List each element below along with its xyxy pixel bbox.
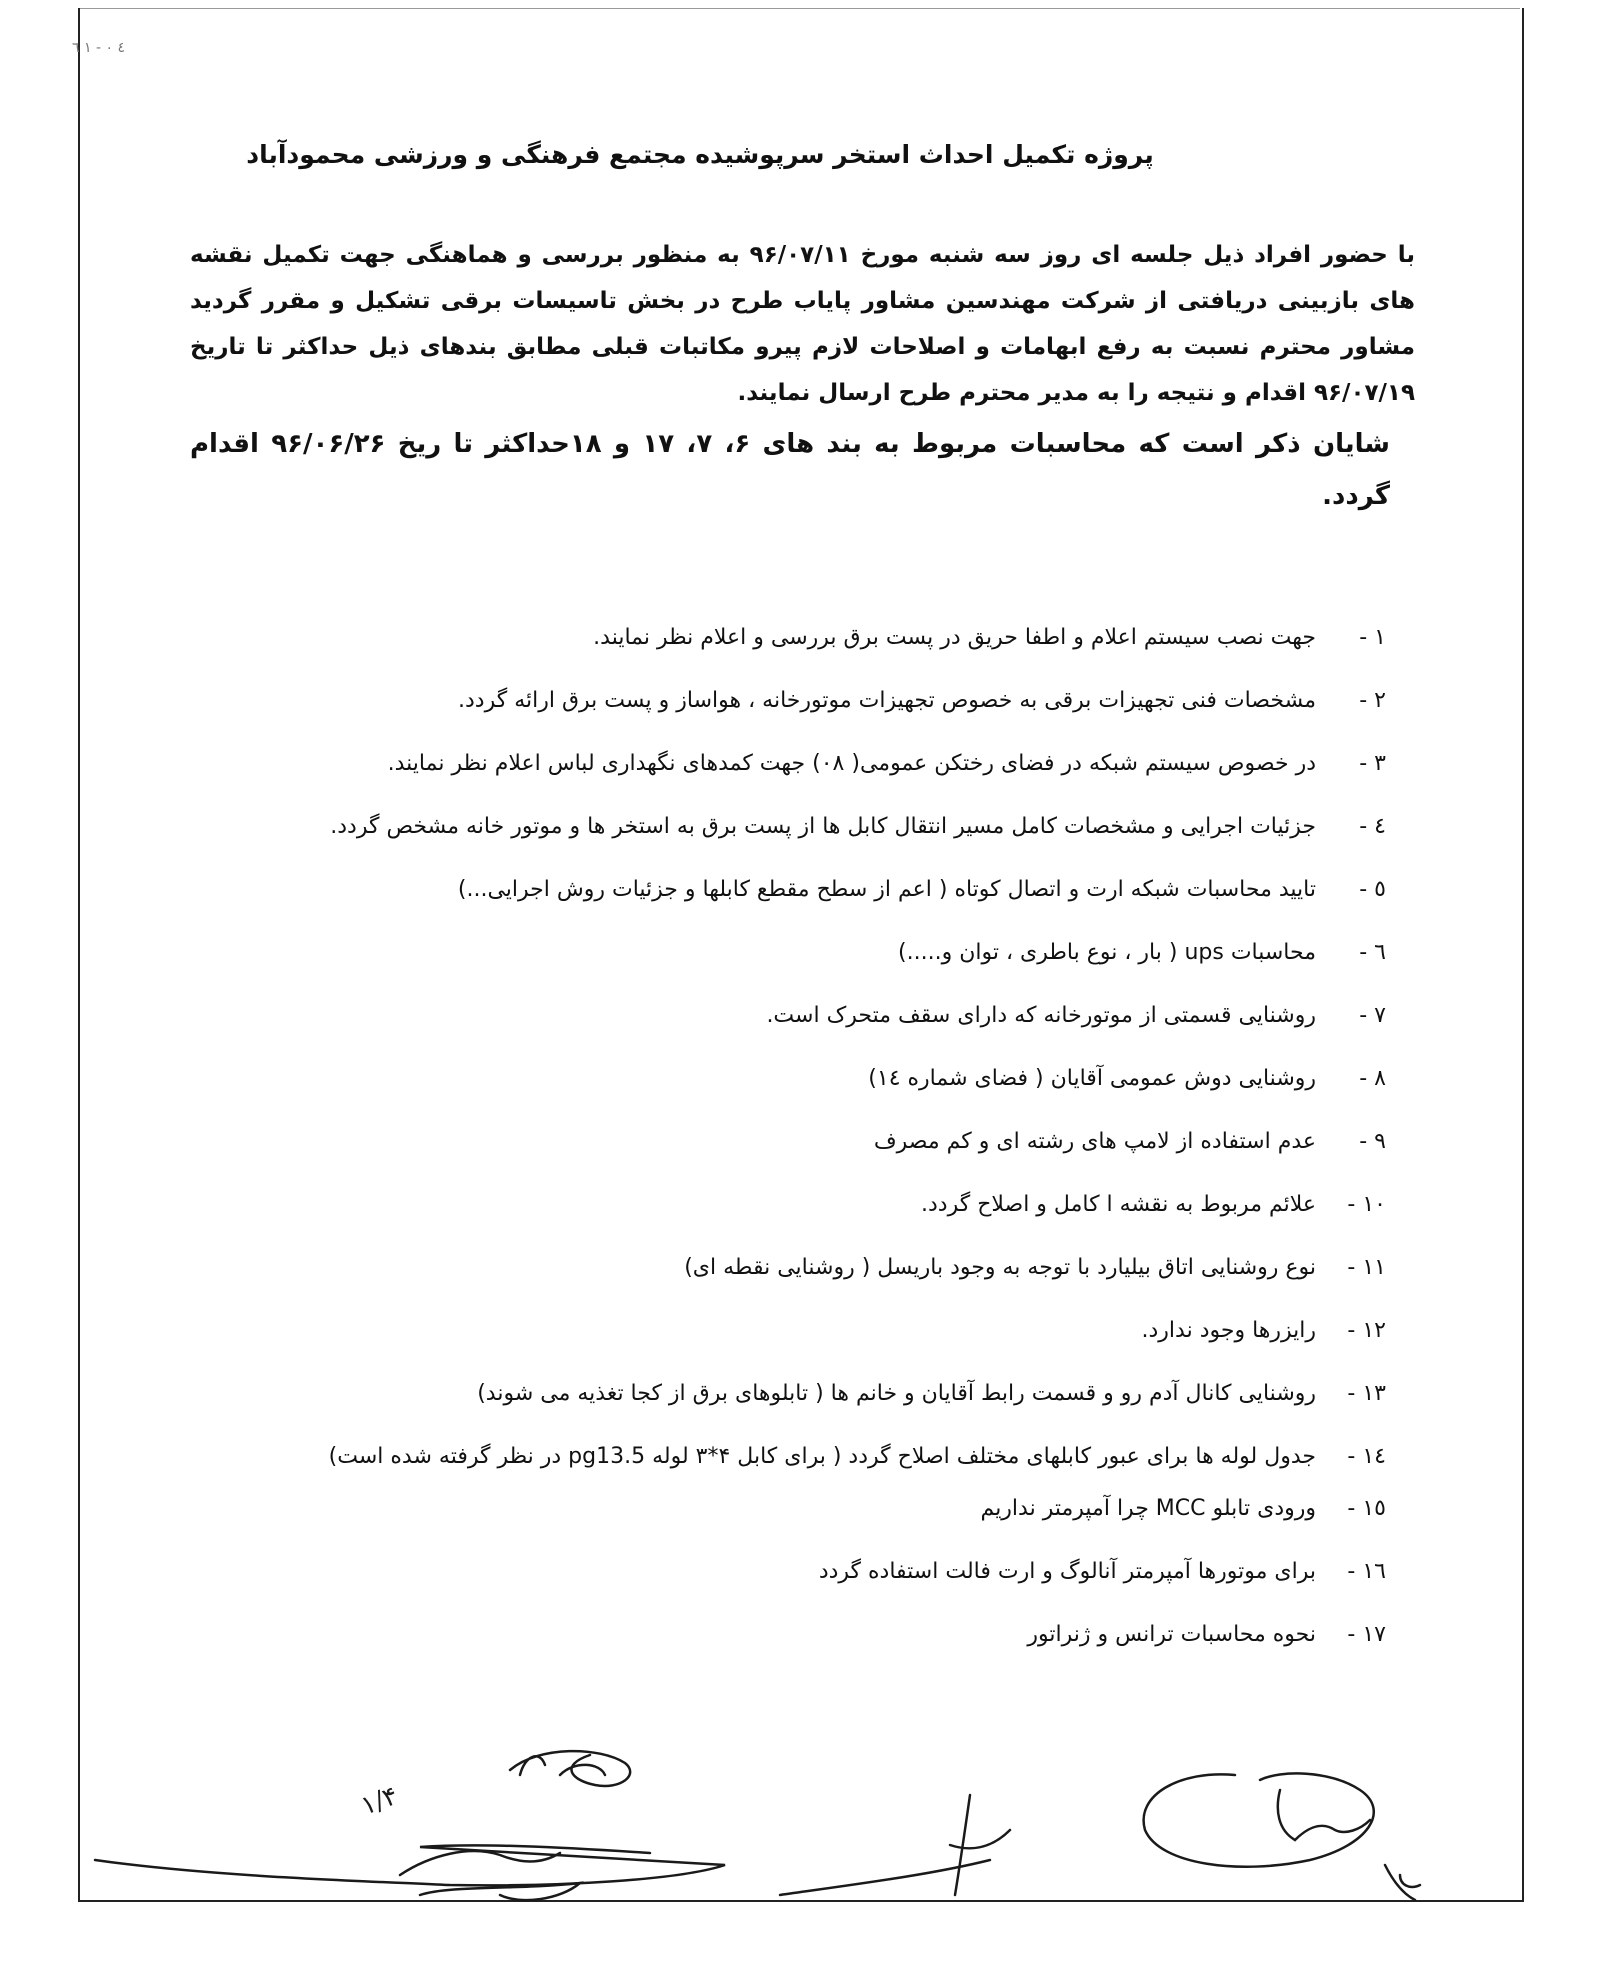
list-item [196, 1489, 1386, 1529]
item-list [196, 618, 1386, 1678]
item-text: نوع روشنایی اتاق بیلیارد با توجه به وجود باریسل ( روشنایی نقطه ای) [684, 1255, 1316, 1280]
intro-block [190, 232, 1415, 522]
item-text: جدول لوله ها برای عبور کابلهای مختلف اصلاح گردد ( برای کابل ۴*۳ لوله pg13.5 در نظر گرفته شده است) [328, 1444, 1316, 1469]
list-item [196, 1248, 1386, 1288]
item-number: ٨ - [1359, 1066, 1386, 1091]
list-item [196, 807, 1386, 847]
item-number: ١٣ - [1347, 1381, 1386, 1406]
item-text: علائم مربوط به نقشه ا کامل و اصلاح گردد. [921, 1192, 1316, 1217]
item-number: ١٧ - [1347, 1622, 1386, 1647]
item-text: روشنایی قسمتی از موتورخانه که دارای سقف متحرک است. [766, 1003, 1316, 1028]
list-item [196, 870, 1386, 910]
item-number: ١٥ - [1347, 1496, 1386, 1521]
item-text: روشنایی کانال آدم رو و قسمت رابط آقایان و خانم ها ( تابلوهای برق از کجا تغذیه می شوند) [477, 1381, 1316, 1406]
item-number: ۳ - [1359, 751, 1386, 776]
item-number: ٧ - [1359, 1003, 1386, 1028]
item-number: ٩ - [1359, 1129, 1386, 1154]
item-number: ١١ - [1347, 1255, 1386, 1280]
signatures-area [0, 1735, 1599, 1905]
item-text: در خصوص سیستم شبکه در فضای رختکن عمومی( ۰۸) جهت کمدهای نگهداری لباس اعلام نظر نمایند. [387, 751, 1316, 776]
item-text: تایید محاسبات شبکه ارت و اتصال کوتاه ( اعم از سطح مقطع کابلها و جزئیات روش اجرایی...) [457, 877, 1316, 902]
list-item [196, 618, 1386, 658]
item-text: روشنایی دوش عمومی آقایان ( فضای شماره ١٤) [868, 1066, 1316, 1091]
list-item [196, 1552, 1386, 1592]
item-number: ۲ - [1359, 688, 1386, 713]
item-number: ١٠ - [1347, 1192, 1386, 1217]
signature-2 [510, 1751, 630, 1786]
list-item [196, 1311, 1386, 1351]
item-number: ٤ - [1359, 814, 1386, 839]
list-item [196, 681, 1386, 721]
list-item [196, 1122, 1386, 1162]
item-number: ۱ - [1359, 625, 1386, 650]
note-paragraph: شایان ذکر است که محاسبات مربوط به بند های ۶، ۷، ۱۷ و ۱۸حداکثر تا ریخ ۹۶/۰۶/۲۶ اقدام گردد. [190, 429, 1390, 511]
item-number: ٥ - [1359, 877, 1386, 902]
margin-marks: ٤ ٠ - ١ ٦ [72, 40, 125, 56]
item-text: جهت نصب سیستم اعلام و اطفا حریق در پست برق بررسی و اعلام نظر نمایند. [593, 625, 1316, 650]
list-item [196, 996, 1386, 1036]
item-text: نحوه محاسبات ترانس و ژنراتور [1027, 1622, 1316, 1647]
item-text: عدم استفاده از لامپ های رشته ای و کم مصرف [873, 1129, 1316, 1154]
item-text: محاسبات ups ( بار ، نوع باطری ، توان و.....) [898, 940, 1316, 965]
signature-1 [95, 1845, 725, 1885]
signature-3 [400, 1851, 580, 1900]
list-item [196, 933, 1386, 973]
list-item [196, 1437, 1386, 1477]
list-item [196, 1615, 1386, 1655]
signature-note: ۱/۴ [357, 1780, 402, 1822]
list-item [196, 1059, 1386, 1099]
item-number: ١٤ - [1347, 1444, 1386, 1469]
item-text: جزئیات اجرایی و مشخصات کامل مسیر انتقال کابل ها از پست برق به استخر ها و موتور خانه مشخص گردد. [330, 814, 1316, 839]
item-number: ١٦ - [1347, 1559, 1386, 1584]
item-text: ورودی تابلو MCC چرا آمپرمتر نداریم [980, 1496, 1316, 1521]
signature-4 [780, 1795, 1010, 1895]
signature-5 [1144, 1773, 1420, 1900]
item-text: مشخصات فنی تجهیزات برقی به خصوص تجهیزات موتورخانه ، هواساز و پست برق ارائه گردد. [458, 688, 1316, 713]
item-text: رایزرها وجود ندارد. [1141, 1318, 1316, 1343]
list-item [196, 1185, 1386, 1225]
item-number: ٦ - [1359, 940, 1386, 965]
intro-paragraph: با حضور افراد ذیل جلسه ای روز سه شنبه مورخ ۹۶/۰۷/۱۱ به منظور بررسی و هماهنگی جهت تکمیل نقشه های بازبینی دریافتی از شرکت مهندسین مشاور پایاب طرح در بخش تاسیسات برقی تشکیل و مقرر گردید مشاور محترم نسبت به رفع ابهامات و اصلاحات لازم پیرو مکاتبات قبلی مطابق بندهای ذیل حداکثر تا تاریخ ۹۶/۰۷/۱۹ اقدام و نتیجه را به مدیر محترم طرح ارسال نمایند. [190, 242, 1415, 406]
item-number: ١٢ - [1347, 1318, 1386, 1343]
list-item [196, 744, 1386, 784]
document-title: پروژه تکمیل احداث استخر سرپوشیده مجتمع فرهنگی و ورزشی محمودآباد [246, 140, 1154, 169]
item-text: برای موتورها آمپرمتر آنالوگ و ارت فالت استفاده گردد [818, 1559, 1316, 1584]
list-item [196, 1374, 1386, 1414]
